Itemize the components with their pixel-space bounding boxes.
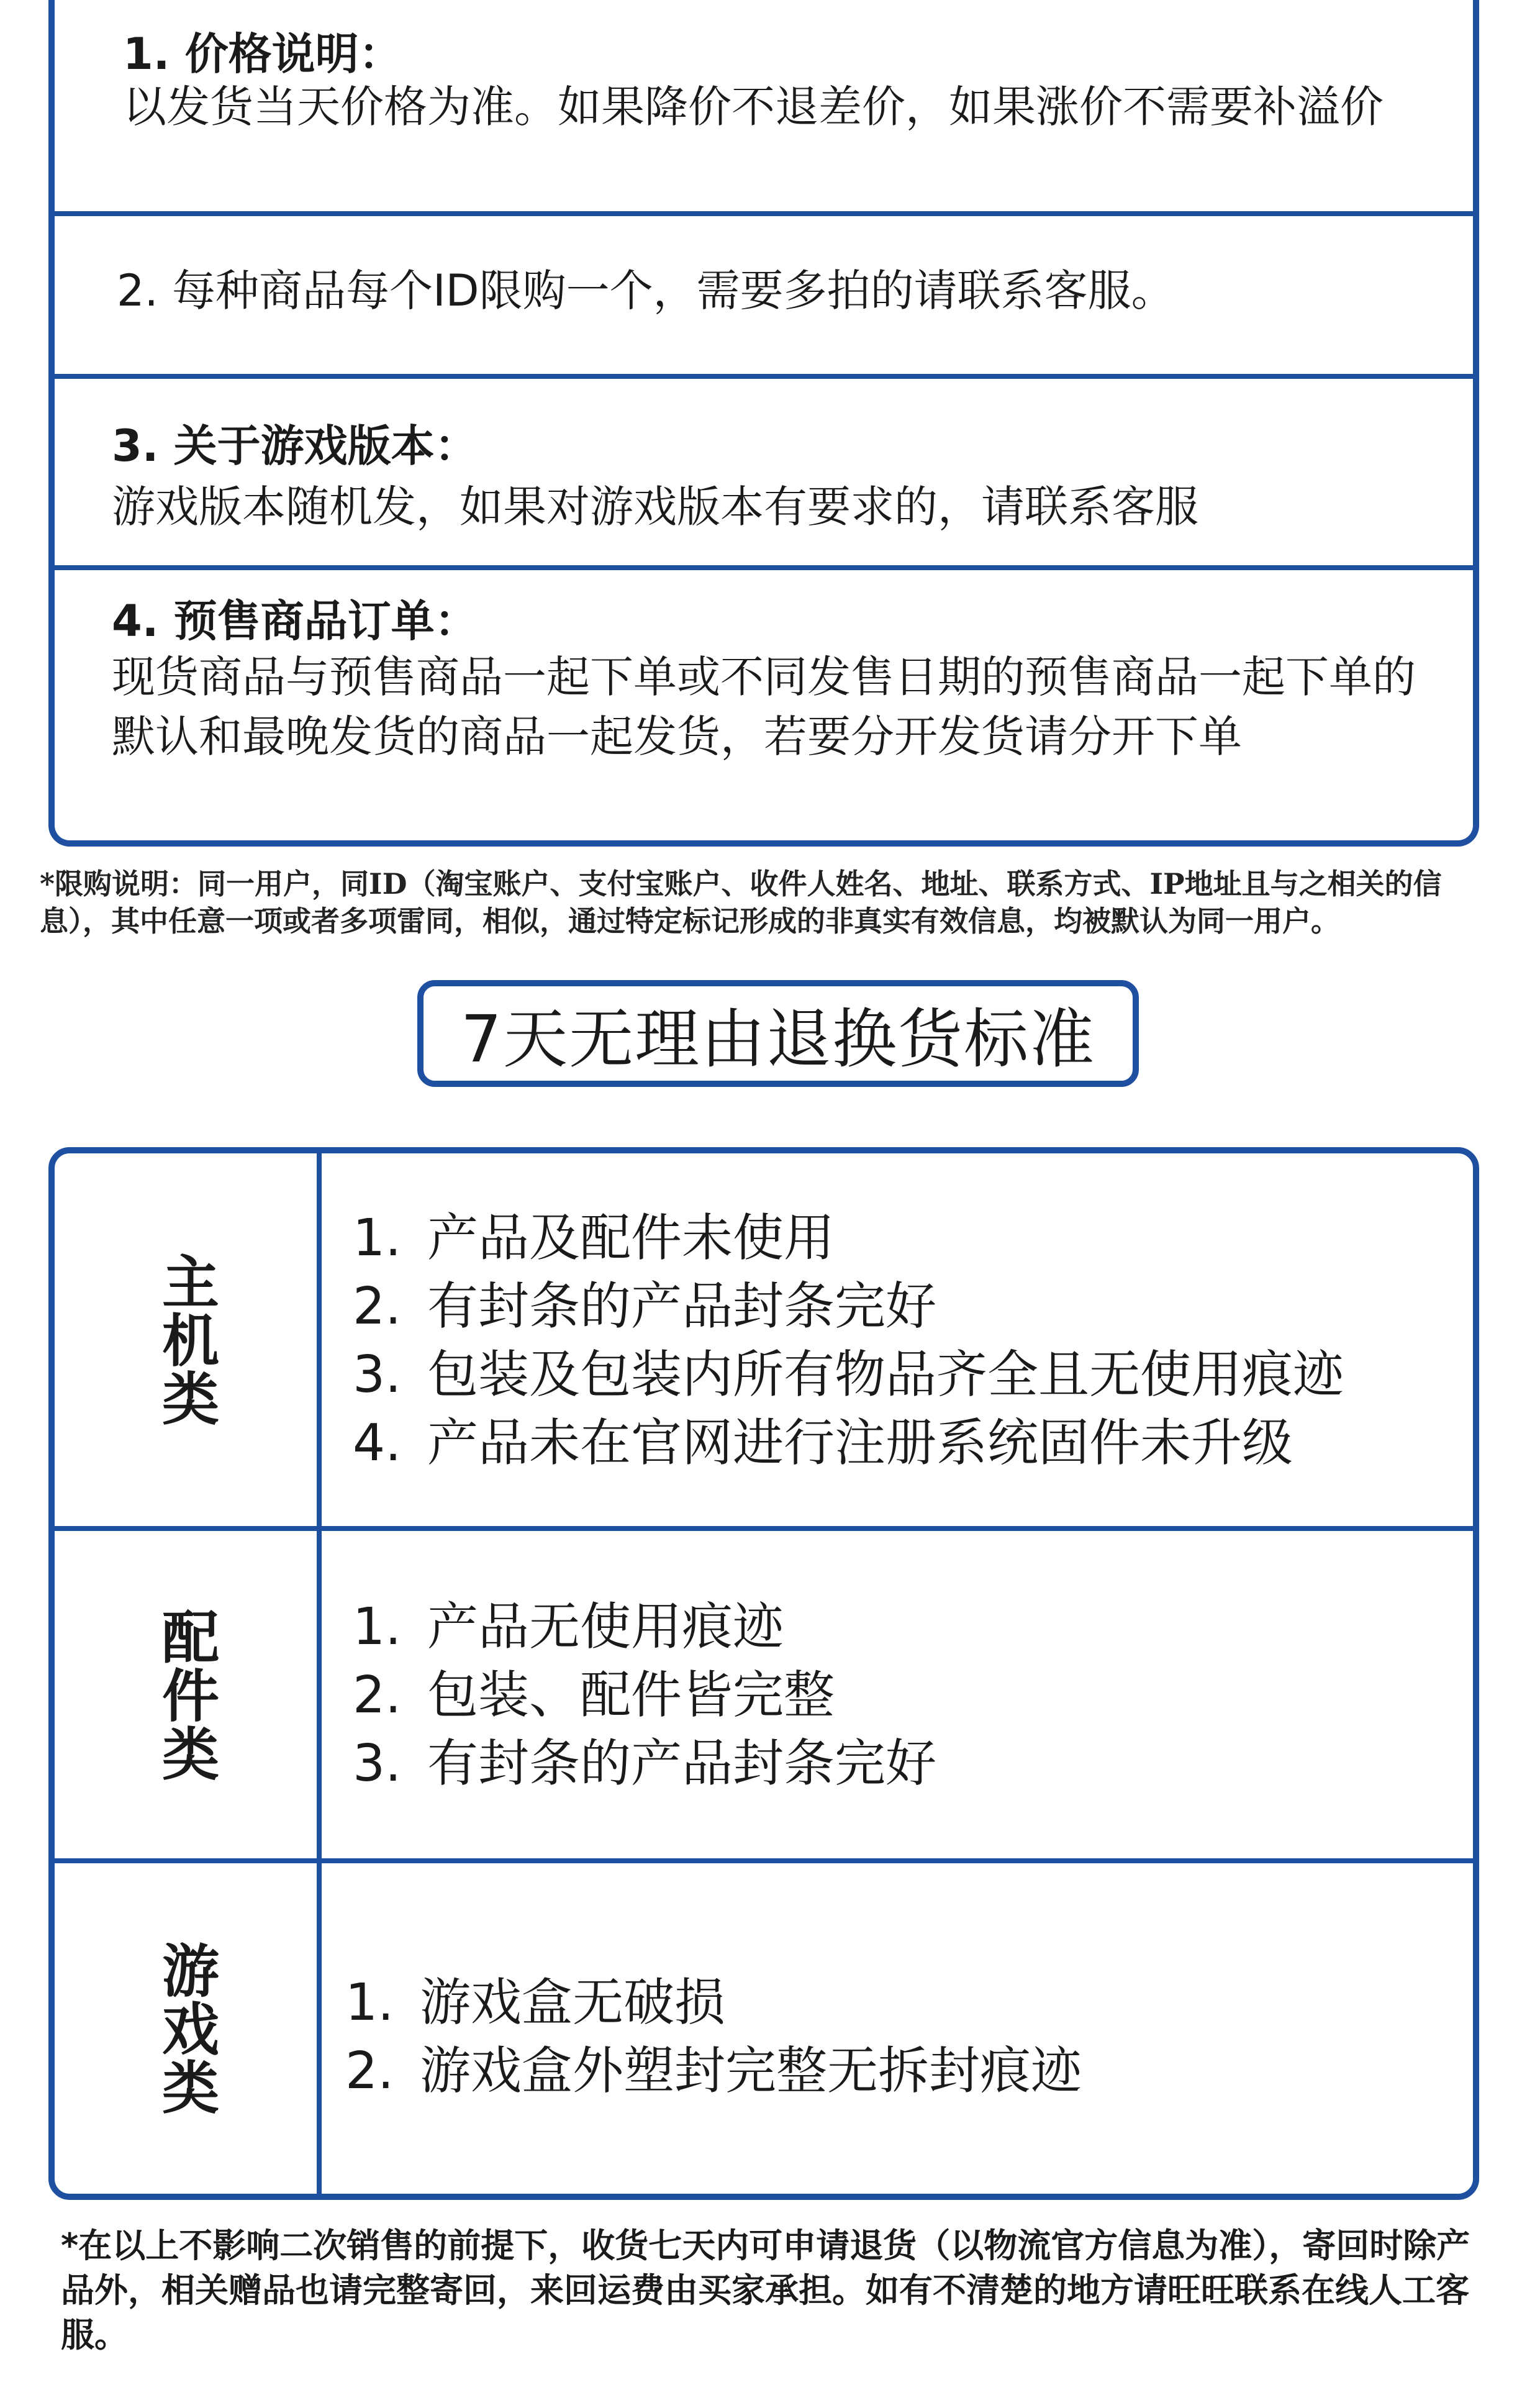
item-number: 4.: [353, 1414, 402, 1473]
policy-item-price: [55, 0, 1473, 216]
list-item: [353, 1204, 1461, 1273]
item-number: 1.: [345, 1973, 394, 2032]
category-items: [345, 1863, 1461, 2194]
item-number: 3.: [353, 1345, 402, 1404]
category-row-console: [55, 1153, 1473, 1531]
item-text: 游戏盒外塑封完整无拆封痕迹: [420, 2042, 1082, 2101]
item-number: 3.: [353, 1734, 402, 1793]
policy-body: 以发货当天价格为准。如果降价不退差价，如果涨价不需要补溢价: [123, 81, 1384, 132]
return-policy-title: 7天无理由退换货标准: [417, 980, 1139, 1087]
policy-heading: 3. 关于游戏版本：: [112, 420, 478, 471]
category-row-games: [55, 1863, 1473, 2194]
policy-item-presale: [55, 570, 1473, 847]
item-text: 包装及包装内所有物品齐全且无使用痕迹: [427, 1345, 1344, 1404]
item-number: 2.: [353, 1277, 402, 1336]
policy-body: 2. 每种商品每个ID限购一个，需要多拍的请联系客服。: [117, 265, 1175, 316]
category-items: [353, 1531, 1461, 1858]
category-label: 配件类: [153, 1607, 219, 1783]
category-row-accessories: [55, 1531, 1473, 1863]
item-text: 有封条的产品封条完好: [427, 1734, 937, 1793]
list-item: [345, 2037, 1461, 2106]
item-number: 1.: [353, 1597, 402, 1656]
category-items: [353, 1153, 1461, 1526]
policy-body: 游戏版本随机发，如果对游戏版本有要求的，请联系客服: [112, 481, 1198, 532]
policy-heading: 4. 预售商品订单：: [112, 596, 478, 647]
item-text: 产品及配件未使用: [427, 1209, 835, 1268]
limit-note: *限购说明：同一用户，同ID（淘宝账户、支付宝账户、收件人姓名、地址、联系方式、IP地址且与之相关的信息），其中任意一项或者多项雷同，相似，通过特定标记形成的非真实有效信息，均被默认为同一用户。: [40, 867, 1442, 938]
item-text: 游戏盒无破损: [420, 1973, 726, 2032]
policy-body: 现货商品与预售商品一起下单或不同发售日期的预售商品一起下单的默认和最晚发货的商品一起发货，若要分开发货请分开下单: [112, 652, 1416, 762]
return-note: *在以上不影响二次销售的前提下，收货七天内可申请退货（以物流官方信息为准），寄回时除产品外，相关赠品也请完整寄回，来回运费由买家承担。如有不清楚的地方请旺旺联系在线人工客服。: [61, 2226, 1470, 2355]
list-item: [353, 1341, 1461, 1409]
list-item: [353, 1661, 1461, 1730]
list-item: [353, 1730, 1461, 1798]
item-number: 2.: [345, 2042, 394, 2101]
purchase-policy-box: [48, 0, 1479, 847]
item-text: 有封条的产品封条完好: [427, 1277, 937, 1336]
category-label-cell: [55, 1863, 322, 2194]
item-text: 产品无使用痕迹: [427, 1597, 784, 1656]
item-number: 2.: [353, 1666, 402, 1725]
list-item: [353, 1273, 1461, 1341]
category-label-cell: [55, 1153, 322, 1526]
item-text: 包装、配件皆完整: [427, 1666, 835, 1725]
item-number: 1.: [353, 1209, 402, 1268]
list-item: [353, 1409, 1461, 1478]
category-label: 游戏类: [153, 1941, 219, 2116]
category-label: 主机类: [153, 1252, 219, 1427]
policy-item-game-version: [55, 379, 1473, 570]
item-text: 产品未在官网进行注册系统固件未升级: [427, 1414, 1293, 1473]
category-label-cell: [55, 1531, 322, 1858]
list-item: [345, 1969, 1461, 2037]
return-categories-table: [48, 1147, 1479, 2200]
policy-heading: 1. 价格说明：: [123, 29, 402, 80]
policy-item-limit: [55, 216, 1473, 379]
list-item: [353, 1593, 1461, 1661]
